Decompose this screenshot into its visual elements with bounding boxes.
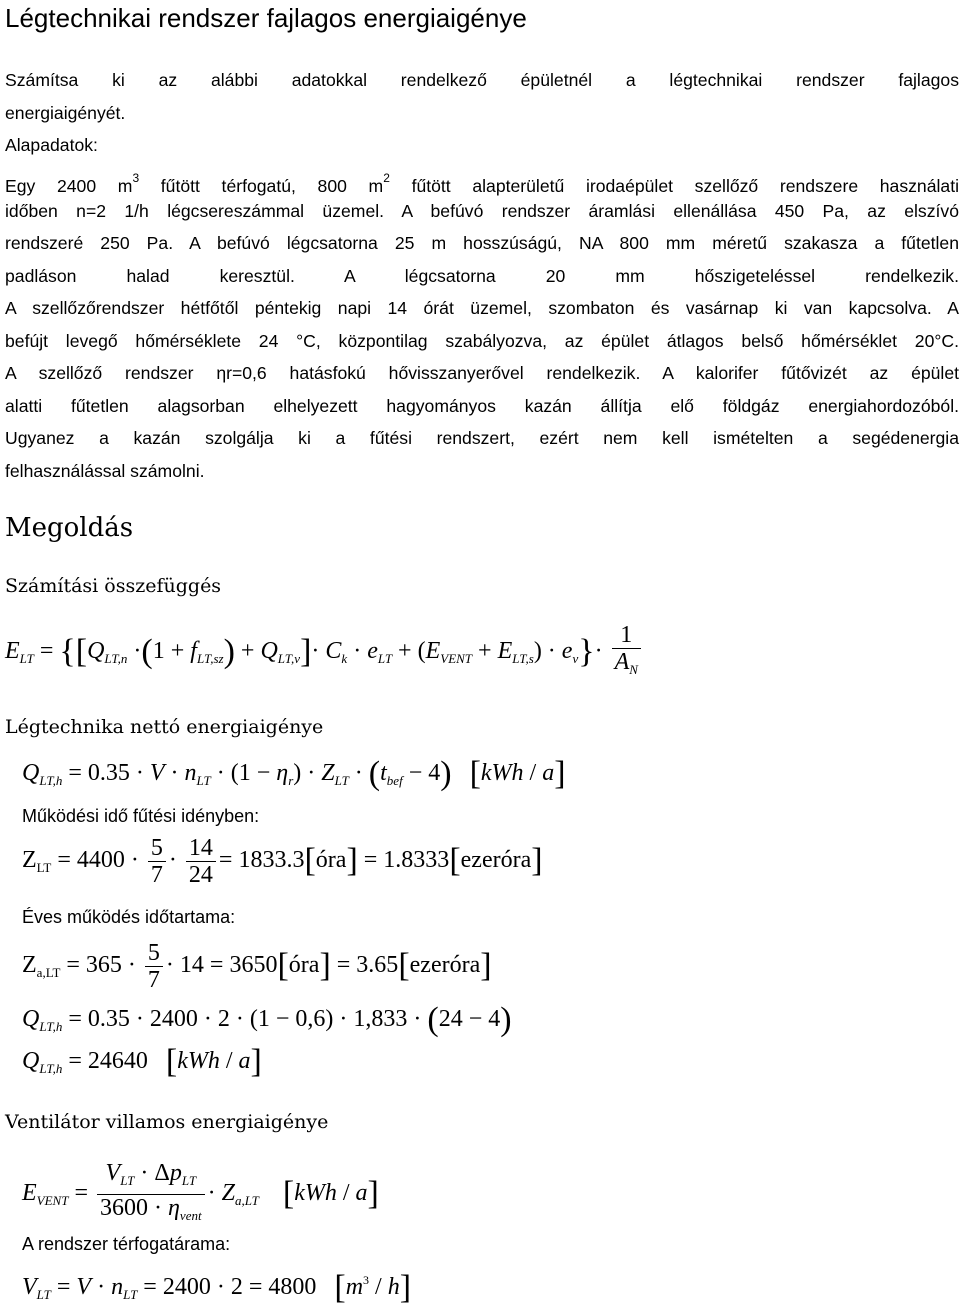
- text-line: Alapadatok:: [5, 135, 98, 155]
- text-line: A szellőzőrendszer hétfőtől péntekig napi 14 órát üzemel, szombaton és vasárnap ki van kapcsolva. A: [5, 298, 959, 318]
- text-line: Ugyanez a kazán szolgálja ki a fűtési rendszert, ezért nem kell ismételten a segédenergia: [5, 428, 959, 448]
- formula-operating-time: $Z_{LT} = 4400$ · $\frac{5}{7}$ · $\frac{14}{24}$ = 1833.3[óra] = 1.8333[ezeróra]: [22, 835, 543, 888]
- label-flow-rate: A rendszer térfogatárama:: [22, 1234, 231, 1254]
- section-heading: Légtechnika nettó energiaigénye: [5, 716, 324, 738]
- label-operating-time: Működési idő fűtési idényben:: [22, 806, 260, 826]
- section-heading: Ventilátor villamos energiaigénye: [5, 1111, 329, 1133]
- text-line: energiaigényét.: [5, 103, 126, 123]
- section-heading: Számítási összefüggés: [5, 575, 222, 597]
- text-line: padláson halad keresztül. A légcsatorna 20 mm hőszigeteléssel rendelkezik.: [5, 266, 959, 286]
- solution-heading: Megoldás: [5, 513, 134, 543]
- formula-flow-rate: $V_{LT} = V \cdot n_{LT} = 2400 \cdot 2 = 4800$ $[m^3 / h]$: [22, 1269, 412, 1306]
- formula-annual-time: $Z_{a,LT} = 365$ · $\frac{5}{7}$ · 14 = 3650[óra] = 3.65[ezeróra]: [22, 940, 492, 993]
- text-segment: fűtött alapterületű irodaépület szellőző rendszere használati: [389, 176, 959, 196]
- superscript: 2: [383, 171, 390, 185]
- text-segment: Egy 2400 m: [5, 176, 133, 196]
- text-line: rendszeré 250 Pa. A befúvó légcsatorna 25 m hosszúságú, NA 800 mm méretű szakasza a fűtetlen: [5, 233, 959, 253]
- text-line: Számítsa ki az alábbi adatokkal rendelkező épületnél a légtechnikai rendszer fajlagos: [5, 70, 959, 90]
- formula-general: $E_{LT} = \{[Q_{LT,n} \cdot(1 + f_{LT,sz}) + Q_{LT,v}]\cdot C_k \cdot e_{LT} + (E_{VENT} + E_{LT,s}) \cdot e_v\}\cdot$ $\frac{1}{A_N}$: [5, 622, 644, 683]
- label-annual-time: Éves működés időtartama:: [22, 907, 236, 927]
- text-line: időben n=2 1/h légcsereszámmal üzemel. A befúvó rendszer áramlási ellenállása 450 Pa, az elszívó: [5, 201, 959, 221]
- text-line: A szellőző rendszer ηr=0,6 hatásfokú hővisszanyerővel rendelkezik. A kalorifer fűtővizét az épület: [5, 363, 959, 383]
- formula-net-demand: $Q_{LT,h} = 0.35 \cdot V \cdot n_{LT} \cdot (1 - \eta_r) \cdot Z_{LT} \cdot (t_{bef} - 4)$ [kWh / a]: [22, 755, 566, 792]
- formula-fan-energy: $E_{VENT}$ = $\frac{V_{LT} \cdot \Delta p_{LT}}{3600 \cdot \eta_{vent}}$ · $Z_{a,LT}$ [kWh / a]: [22, 1160, 379, 1223]
- superscript: 3: [132, 171, 140, 185]
- text-line: alatti fűtetlen alagsorban elhelyezett hagyományos kazán állítja elő földgáz energiahordozóból.: [5, 396, 959, 416]
- formula-net-demand-result: $Q_{LT,h} = 24640$ [kWh / a]: [22, 1043, 262, 1080]
- text-line: befújt levegő hőmérséklete 24 °C, központilag szabályozva, az épület átlagos belső hőmérséklet 20°C.: [5, 331, 959, 351]
- text-segment: fűtött térfogatú, 800 m: [139, 176, 384, 196]
- text-line: felhasználással számolni.: [5, 461, 205, 481]
- formula-net-demand-substituted: $Q_{LT,h} = 0.35 \cdot 2400 \cdot 2 \cdot (1 - 0,6) \cdot 1,833 \cdot (24 - 4)$: [22, 1001, 512, 1038]
- page-title: Légtechnikai rendszer fajlagos energiaigénye: [5, 3, 527, 33]
